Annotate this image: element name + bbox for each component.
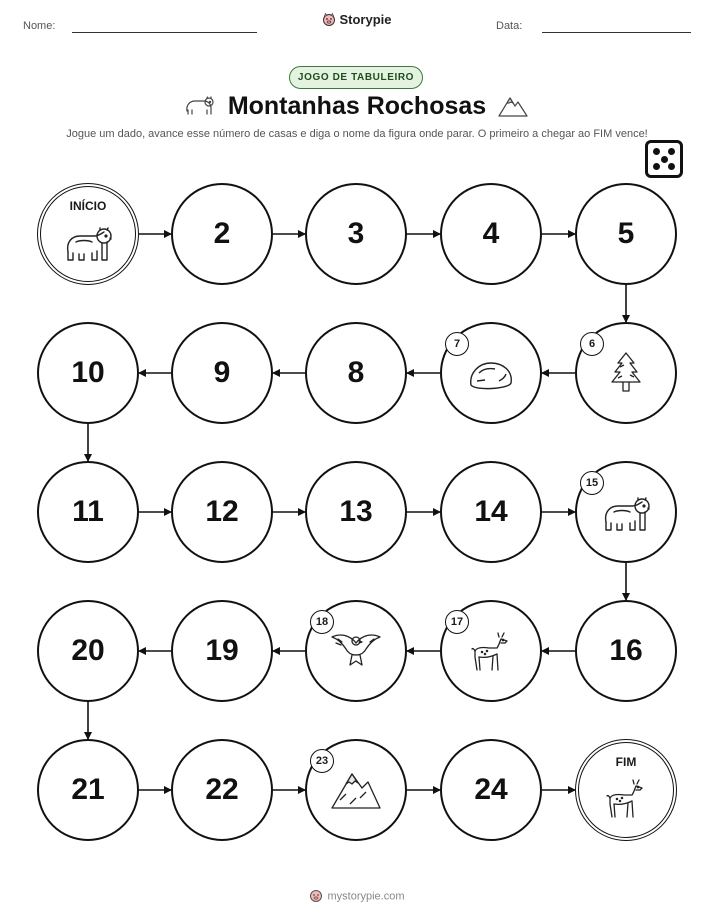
space-number: 8 (347, 356, 365, 389)
board-space-7 (440, 322, 542, 424)
board-space-2 (171, 183, 273, 285)
board-space-13 (305, 461, 407, 563)
space-number: 4 (482, 217, 500, 250)
board-space-15 (575, 461, 677, 563)
space-number-badge: 7 (445, 332, 469, 356)
space-label: INÍCIO (69, 199, 107, 213)
pig-mascot-icon (309, 888, 323, 905)
eagle-icon (330, 629, 382, 673)
space-number: 20 (71, 634, 105, 667)
space-number: 9 (213, 356, 231, 389)
board-space-20 (37, 600, 139, 702)
board-space-11 (37, 461, 139, 563)
board-space-4 (440, 183, 542, 285)
board-space-6 (575, 322, 677, 424)
space-label: FIM (615, 755, 637, 769)
board-space-9 (171, 322, 273, 424)
board-space-12 (171, 461, 273, 563)
game-type-badge: JOGO DE TABULEIRO (289, 66, 423, 89)
space-number-badge: 15 (580, 471, 604, 495)
board-space-14 (440, 461, 542, 563)
instructions: Jogue um dado, avance esse número de casas e diga o nome da figura onde parar. O primeiro a chegar ao FIM vence! (66, 128, 648, 140)
space-number-badge: 18 (310, 610, 334, 634)
board-space-18 (305, 600, 407, 702)
brand-name: Storypie (339, 12, 392, 27)
space-number: 22 (205, 773, 239, 806)
finish-space (575, 739, 677, 841)
space-number: 2 (213, 217, 231, 250)
name-label: Nome: (23, 20, 56, 32)
space-number-badge: 17 (445, 610, 469, 634)
board-space-3 (305, 183, 407, 285)
space-number: 12 (205, 495, 239, 528)
mountain-icon (330, 768, 382, 812)
board-space-24 (440, 739, 542, 841)
deer-icon (465, 629, 517, 673)
board-space-10 (37, 322, 139, 424)
space-number-badge: 23 (310, 749, 334, 773)
rock-icon (465, 351, 517, 395)
start-space (37, 183, 139, 285)
board-space-19 (171, 600, 273, 702)
board-space-8 (305, 322, 407, 424)
deer-icon (600, 776, 652, 820)
board-space-16 (575, 600, 677, 702)
bear-icon (62, 220, 114, 264)
space-number: 11 (72, 495, 104, 528)
footer (0, 888, 714, 905)
space-number: 13 (339, 495, 373, 528)
board-space-23 (305, 739, 407, 841)
board-space-22 (171, 739, 273, 841)
bear-icon (600, 490, 652, 534)
space-number: 14 (474, 495, 508, 528)
date-label: Data: (496, 20, 523, 32)
space-number: 16 (609, 634, 643, 667)
footer-url: mystorypie.com (327, 890, 405, 903)
board-space-17 (440, 600, 542, 702)
board-space-5 (575, 183, 677, 285)
pine-tree-icon (600, 351, 652, 395)
board-space-21 (37, 739, 139, 841)
space-number: 10 (71, 356, 105, 389)
space-number: 19 (205, 634, 239, 667)
space-number-badge: 6 (580, 332, 604, 356)
space-number: 3 (347, 217, 365, 250)
space-number: 5 (617, 217, 635, 250)
space-number: 24 (474, 773, 508, 806)
space-number: 21 (71, 773, 105, 806)
page-title: Montanhas Rochosas (227, 92, 487, 120)
